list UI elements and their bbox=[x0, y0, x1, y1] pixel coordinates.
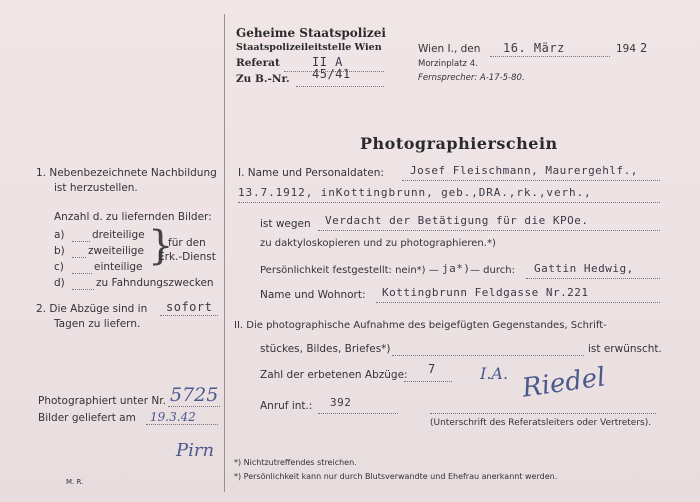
geliefert-line bbox=[146, 424, 218, 425]
phone-number: Fernsprecher: A-17-5-80. bbox=[418, 73, 525, 83]
footer-mark: M. R. bbox=[66, 478, 84, 486]
year-suffix: 2 bbox=[640, 41, 648, 55]
name-line bbox=[402, 180, 660, 181]
option-b: zweiteilige bbox=[88, 245, 144, 257]
name-line2 bbox=[238, 202, 660, 203]
persoenlichkeit-value: Gattin Hedwig, bbox=[534, 262, 634, 275]
footnote-1: *) Nichtzutreffendes streichen. bbox=[234, 458, 357, 467]
zahl-value: 7 bbox=[428, 362, 436, 376]
persoenlichkeit-label: Persönlichkeit festgestellt: nein*) — bbox=[260, 265, 439, 276]
photo-number-line bbox=[168, 406, 220, 407]
date-day: 16. März bbox=[503, 41, 565, 55]
option-d: zu Fahndungszwecken bbox=[96, 277, 214, 289]
zu-value: 45/41 bbox=[312, 67, 351, 81]
anruf-label: Anruf int.: bbox=[260, 400, 313, 412]
item1-line1: 1. Nebenbezeichnete Nachbildung bbox=[36, 167, 217, 179]
office-name: Staatspolizeileitstelle Wien bbox=[236, 42, 382, 53]
wohnort-line bbox=[376, 302, 660, 303]
option-a-line bbox=[72, 241, 90, 242]
zu-line bbox=[296, 86, 384, 87]
ia-mark: I.A. bbox=[480, 364, 509, 383]
column-divider bbox=[224, 14, 225, 492]
option-c-line bbox=[72, 273, 92, 274]
item2-line2: Tagen zu liefern. bbox=[54, 318, 141, 330]
wegen-value: Verdacht der Betätigung für die KPOe. bbox=[325, 214, 589, 227]
wohnort-label: Name und Wohnort: bbox=[260, 289, 366, 301]
daktyloskopieren-text: zu daktyloskopieren und zu photographieren.*) bbox=[260, 238, 496, 249]
geliefert-label: Bilder geliefert am bbox=[38, 412, 136, 424]
item1-line2: ist herzustellen. bbox=[54, 182, 138, 194]
item2-value: sofort bbox=[166, 300, 213, 314]
name-value-line2: 13.7.1912, inKottingbrunn, geb.,DRA.,rk.,verh., bbox=[238, 186, 592, 199]
signature-caption: (Unterschrift des Referatsleiters oder Vertreters). bbox=[430, 418, 652, 428]
wohnort-value: Kottingbrunn Feldgasse Nr.221 bbox=[382, 286, 589, 299]
persoenlichkeit-durch: — durch: bbox=[470, 265, 515, 276]
signature-line bbox=[430, 413, 656, 414]
erwuenscht-text: ist erwünscht. bbox=[588, 343, 662, 355]
photo-number-value: 5725 bbox=[170, 384, 219, 406]
zahl-line bbox=[404, 381, 452, 382]
street-address: Morzinplatz 4. bbox=[418, 59, 478, 69]
section2-line bbox=[392, 355, 584, 356]
wegen-line bbox=[318, 230, 660, 231]
option-d-line bbox=[72, 289, 94, 290]
signature: Riedel bbox=[520, 362, 608, 404]
brace-label-line2: Erk.-Dienst bbox=[158, 251, 216, 263]
wegen-label: ist wegen bbox=[260, 218, 311, 230]
name-value: Josef Fleischmann, Maurergehlf., bbox=[410, 164, 638, 177]
geliefert-value: 19.3.42 bbox=[150, 410, 196, 424]
option-b-letter: b) bbox=[54, 245, 65, 257]
item2-line bbox=[160, 315, 218, 316]
zu-label: Zu B.-Nr. bbox=[236, 73, 290, 85]
option-a: dreiteilige bbox=[92, 229, 145, 241]
agency-name: Geheime Staatspolizei bbox=[236, 26, 386, 40]
anzahl-label: Anzahl d. zu liefernden Bilder: bbox=[54, 211, 212, 223]
anruf-line bbox=[318, 413, 398, 414]
city-date-label: Wien I., den bbox=[418, 43, 481, 55]
referat-label: Referat bbox=[236, 57, 280, 69]
brace-symbol: } bbox=[148, 223, 174, 269]
persoenlichkeit-line bbox=[526, 278, 660, 279]
option-d-letter: d) bbox=[54, 277, 65, 289]
item2-line1: 2. Die Abzüge sind in bbox=[36, 303, 148, 315]
option-b-line bbox=[72, 257, 86, 258]
handwritten-initials: Pirn bbox=[176, 440, 215, 461]
year-prefix: 194 bbox=[616, 43, 637, 55]
date-line bbox=[490, 56, 610, 57]
section2-line2: stückes, Bildes, Briefes*) bbox=[260, 343, 391, 355]
photo-number-label: Photographiert unter Nr. bbox=[38, 395, 166, 407]
anruf-value: 392 bbox=[330, 396, 352, 409]
option-c-letter: c) bbox=[54, 261, 64, 273]
footnote-2: *) Persönlichkeit kann nur durch Blutsverwandte und Ehefrau anerkannt werden. bbox=[234, 472, 558, 481]
name-label: I. Name und Personaldaten: bbox=[238, 167, 384, 179]
persoenlichkeit-ja: ja*) bbox=[442, 262, 471, 275]
zahl-label: Zahl der erbetenen Abzüge: bbox=[260, 369, 408, 381]
option-c: einteilige bbox=[94, 261, 143, 273]
option-a-letter: a) bbox=[54, 229, 65, 241]
brace-label-line1: für den bbox=[168, 237, 206, 249]
section2-line1: II. Die photographische Aufnahme des beigefügten Gegenstandes, Schrift- bbox=[234, 320, 607, 331]
form-title: Photographierschein bbox=[360, 134, 558, 153]
referat-value: II A bbox=[312, 55, 343, 69]
